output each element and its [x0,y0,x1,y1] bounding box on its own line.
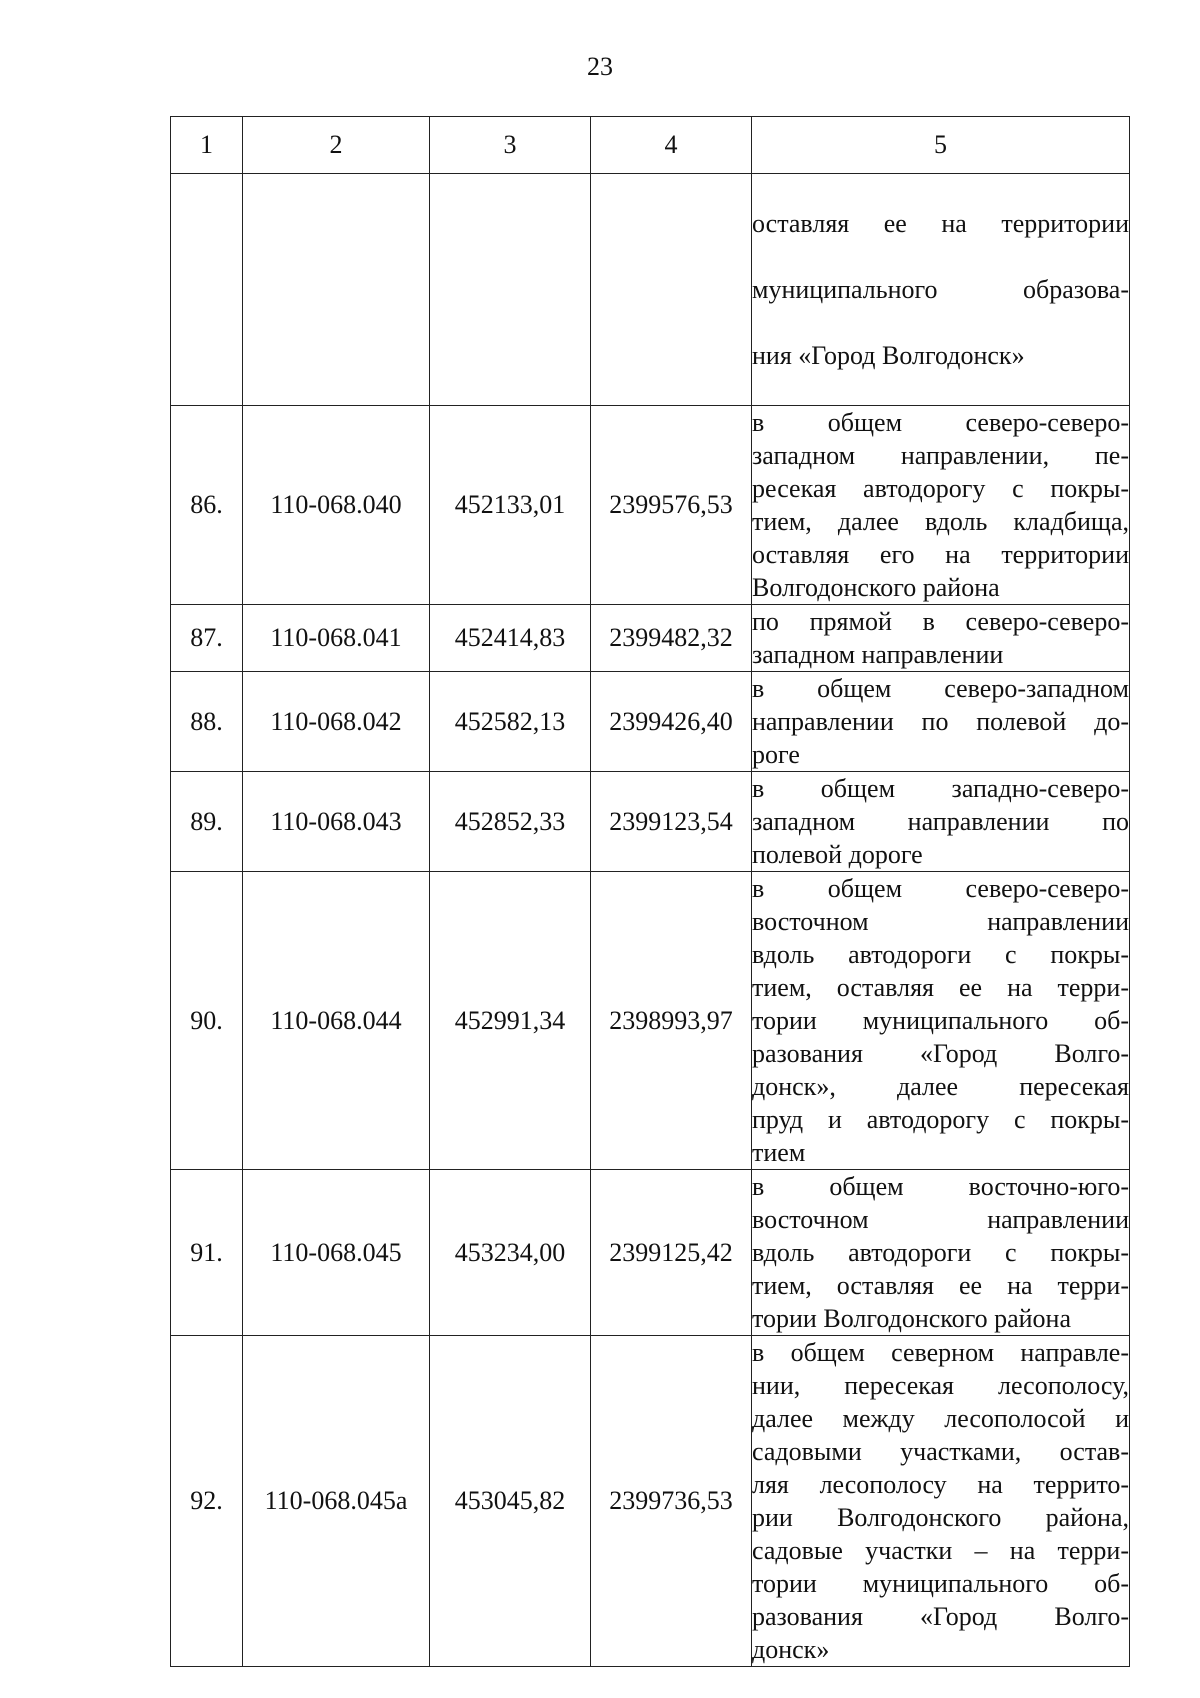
description-line: по прямой в северо-северо- [752,607,1129,636]
empty-cell [171,174,243,406]
boundary-description-cell [752,872,1130,1170]
continuation-description [752,174,1130,406]
point-number-cell: 89. [171,772,243,872]
y-coordinate-cell: 2399482,32 [591,605,752,672]
column-header-3: 3 [430,117,591,174]
column-header-4: 4 [591,117,752,174]
description-line: восточном направлении [752,907,1129,936]
description-line: тием, оставляя ее на терри- [752,973,1129,1002]
empty-cell [430,174,591,406]
x-coordinate-cell: 452414,83 [430,605,591,672]
column-header-2: 2 [243,117,430,174]
table-row [171,605,1130,672]
description-line: оставляя его на территории [752,540,1129,569]
table-row [171,872,1130,1170]
table-row [171,406,1130,605]
description-line: садовыми участками, остав- [752,1437,1129,1466]
description-line: ляя лесополосу на террито- [752,1470,1129,1499]
description-line: в общем северо-западном [752,674,1129,703]
table-row [171,1170,1130,1336]
y-coordinate-cell: 2399426,40 [591,672,752,772]
boundary-description-cell [752,1170,1130,1336]
boundary-description-cell [752,605,1130,672]
description-line: вдоль автодороги с покры- [752,1238,1129,1267]
table-row [171,1336,1130,1667]
column-header-1: 1 [171,117,243,174]
point-number-cell: 91. [171,1170,243,1336]
point-code-cell: 110-068.041 [243,605,430,672]
description-line: далее между лесополосой и [752,1404,1129,1433]
point-code-cell: 110-068.044 [243,872,430,1170]
point-number-cell: 88. [171,672,243,772]
description-line: в общем восточно-юго- [752,1172,1129,1201]
empty-cell [591,174,752,406]
description-line: полевой дороге [752,840,923,869]
description-line: донск», далее пересекая [752,1072,1129,1101]
description-line: тием, оставляя ее на терри- [752,1271,1129,1300]
description-line: западном направлении, пе- [752,441,1129,470]
point-number-cell: 90. [171,872,243,1170]
page-number: 23 [587,52,613,81]
column-header-5: 5 [752,117,1130,174]
description-line: роге [752,740,800,769]
boundary-description-cell [752,1336,1130,1667]
description-line: тории муниципального об- [752,1006,1129,1035]
description-line: вдоль автодороги с покры- [752,940,1129,969]
table-row [171,772,1130,872]
point-number-cell: 92. [171,1336,243,1667]
description-line: в общем западно-северо- [752,774,1129,803]
boundary-description-cell [752,672,1130,772]
point-code-cell: 110-068.045 [243,1170,430,1336]
empty-cell [243,174,430,406]
boundary-points-table [170,116,1130,1667]
description-line: донск» [752,1635,830,1664]
description-line: рии Волгодонского района, [752,1503,1129,1532]
boundary-description-cell [752,772,1130,872]
description-line: Волгодонского района [752,573,1000,602]
point-number-cell: 87. [171,605,243,672]
description-line: направлении по полевой до- [752,707,1129,736]
description-line: ния «Город Волгодонск» [752,341,1025,370]
x-coordinate-cell: 452133,01 [430,406,591,605]
description-line: разования «Город Волго- [752,1602,1129,1631]
description-line: оставляя ее на территории [752,209,1129,238]
description-line: западном направлении [752,640,1004,669]
boundary-description-cell [752,406,1130,605]
y-coordinate-cell: 2399125,42 [591,1170,752,1336]
x-coordinate-cell: 452852,33 [430,772,591,872]
description-line: нии, пересекая лесополосу, [752,1371,1129,1400]
description-line: тории муниципального об- [752,1569,1129,1598]
point-code-cell: 110-068.040 [243,406,430,605]
x-coordinate-cell: 453045,82 [430,1336,591,1667]
description-line: разования «Город Волго- [752,1039,1129,1068]
description-line: садовые участки – на терри- [752,1536,1129,1565]
description-line: тории Волгодонского района [752,1304,1072,1333]
x-coordinate-cell: 453234,00 [430,1170,591,1336]
continuation-row [171,174,1130,406]
description-line: муниципального образова- [752,275,1129,304]
description-line: тием, далее вдоль кладбища, [752,507,1129,536]
y-coordinate-cell: 2399576,53 [591,406,752,605]
description-line: ресекая автодорогу с покры- [752,474,1129,503]
description-line: в общем северном направле- [752,1338,1129,1367]
y-coordinate-cell: 2399736,53 [591,1336,752,1667]
point-code-cell: 110-068.045а [243,1336,430,1667]
table-header-row [171,117,1130,174]
description-line: восточном направлении [752,1205,1129,1234]
point-code-cell: 110-068.043 [243,772,430,872]
x-coordinate-cell: 452991,34 [430,872,591,1170]
description-line: пруд и автодорогу с покры- [752,1105,1129,1134]
y-coordinate-cell: 2399123,54 [591,772,752,872]
description-line: западном направлении по [752,807,1129,836]
y-coordinate-cell: 2398993,97 [591,872,752,1170]
table-row [171,672,1130,772]
description-line: тием [752,1138,806,1167]
description-line: в общем северо-северо- [752,874,1129,903]
x-coordinate-cell: 452582,13 [430,672,591,772]
description-line: в общем северо-северо- [752,408,1129,437]
point-code-cell: 110-068.042 [243,672,430,772]
point-number-cell: 86. [171,406,243,605]
